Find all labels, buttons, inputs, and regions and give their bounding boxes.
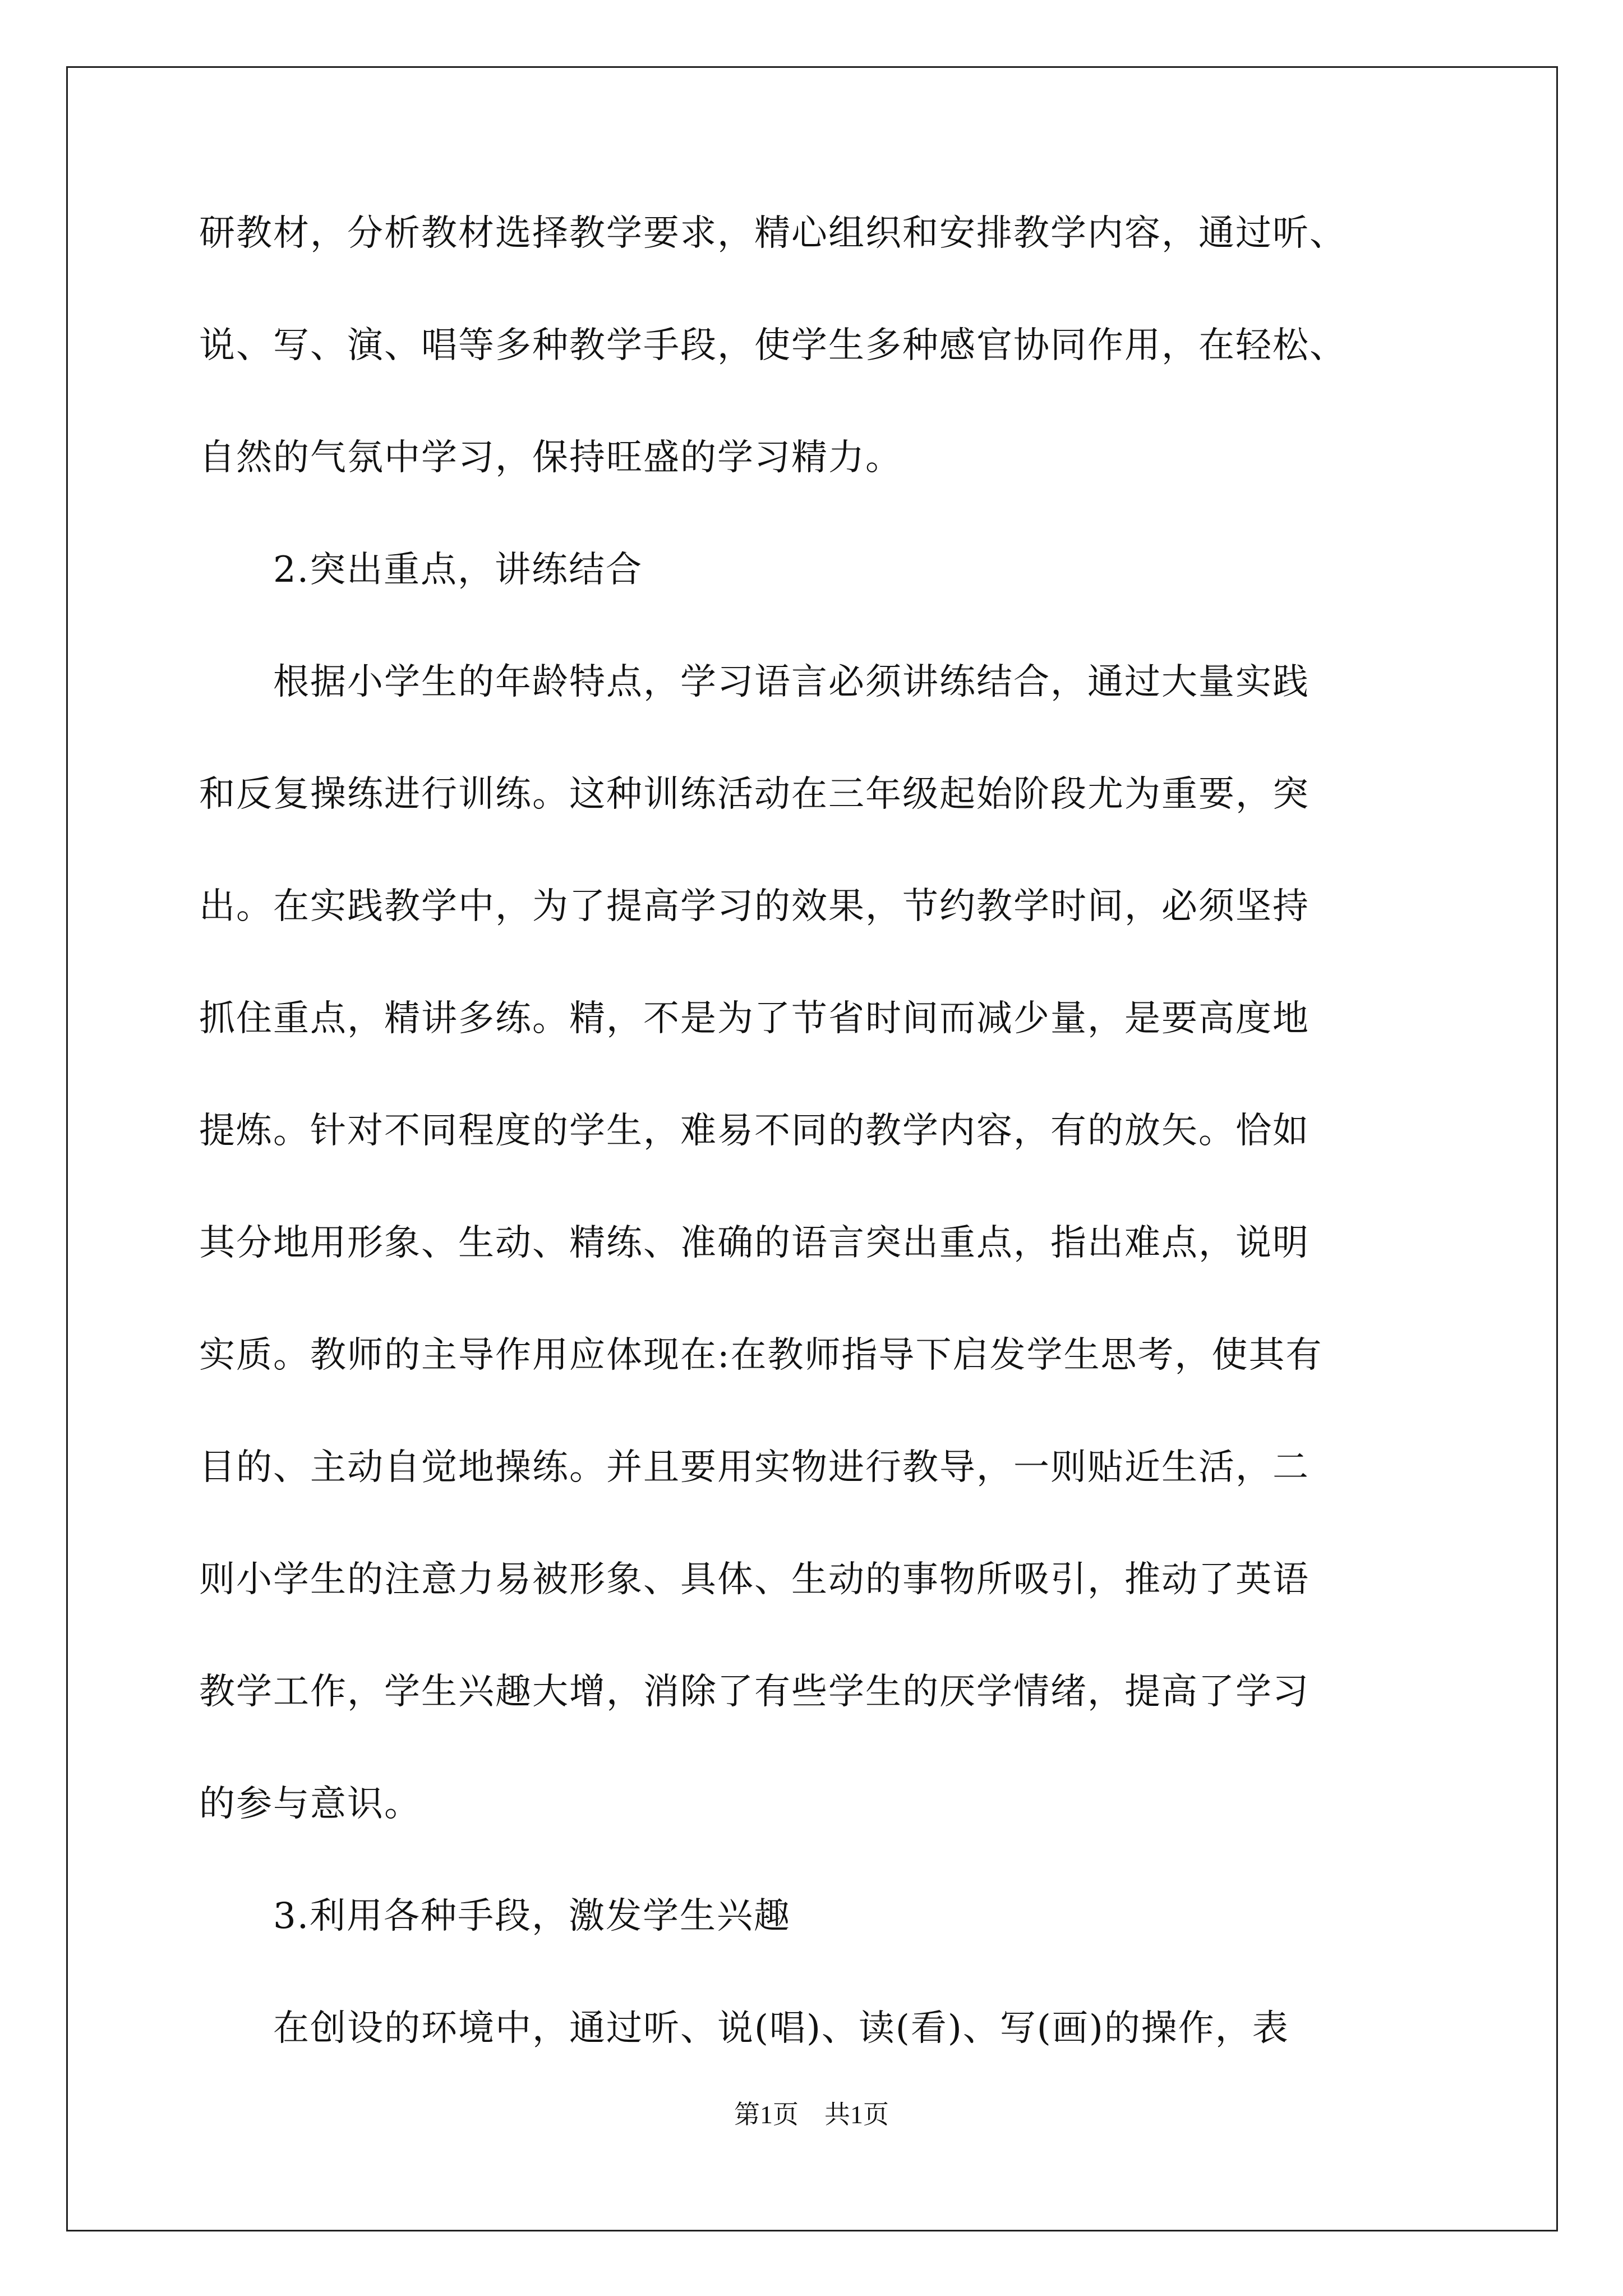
text-line: 的参与意识。: [199, 1783, 421, 1825]
text-line: 说、写、演、唱等多种教学手段，使学生多种感官协同作用，在轻松、: [199, 325, 1347, 366]
text-line: 自然的气氛中学习，保持旺盛的学习精力。: [199, 437, 902, 478]
text-line: 在创设的环境中，通过听、说(唱)、读(看)、写(画)的操作，表: [199, 2008, 1289, 2049]
text-line: 出。在实践教学中，为了提高学习的效果，节约教学时间，必须坚持: [199, 886, 1310, 927]
text-line: 根据小学生的年龄特点，学习语言必须讲练结合，通过大量实践: [199, 661, 1310, 703]
section-heading: 2.突出重点，讲练结合: [199, 549, 643, 591]
section-heading: 3.利用各种手段，激发学生兴趣: [199, 1895, 791, 1937]
text-line: 则小学生的注意力易被形象、具体、生动的事物所吸引，推动了英语: [199, 1559, 1310, 1600]
text-line: 目的、主动自觉地操练。并且要用实物进行教导，一则贴近生活，二: [199, 1447, 1310, 1488]
text-line: 抓住重点，精讲多练。精，不是为了节省时间而减少量，是要高度地: [199, 998, 1310, 1039]
text-line: 提炼。针对不同程度的学生，难易不同的教学内容，有的放矢。恰如: [199, 1110, 1310, 1152]
text-line: 教学工作，学生兴趣大增，消除了有些学生的厌学情绪，提高了学习: [199, 1671, 1310, 1713]
text-line: 其分地用形象、生动、精练、准确的语言突出重点，指出难点，说明: [199, 1222, 1310, 1264]
page-footer: 第1页 共1页: [734, 2100, 889, 2129]
text-line: 研教材，分析教材选择教学要求，精心组织和安排教学内容，通过听、: [199, 213, 1347, 254]
text-line: 和反复操练进行训练。这种训练活动在三年级起始阶段尤为重要，突: [199, 774, 1310, 815]
text-line: 实质。教师的主导作用应体现在:在教师指导下启发学生思考，使其有: [199, 1335, 1323, 1376]
